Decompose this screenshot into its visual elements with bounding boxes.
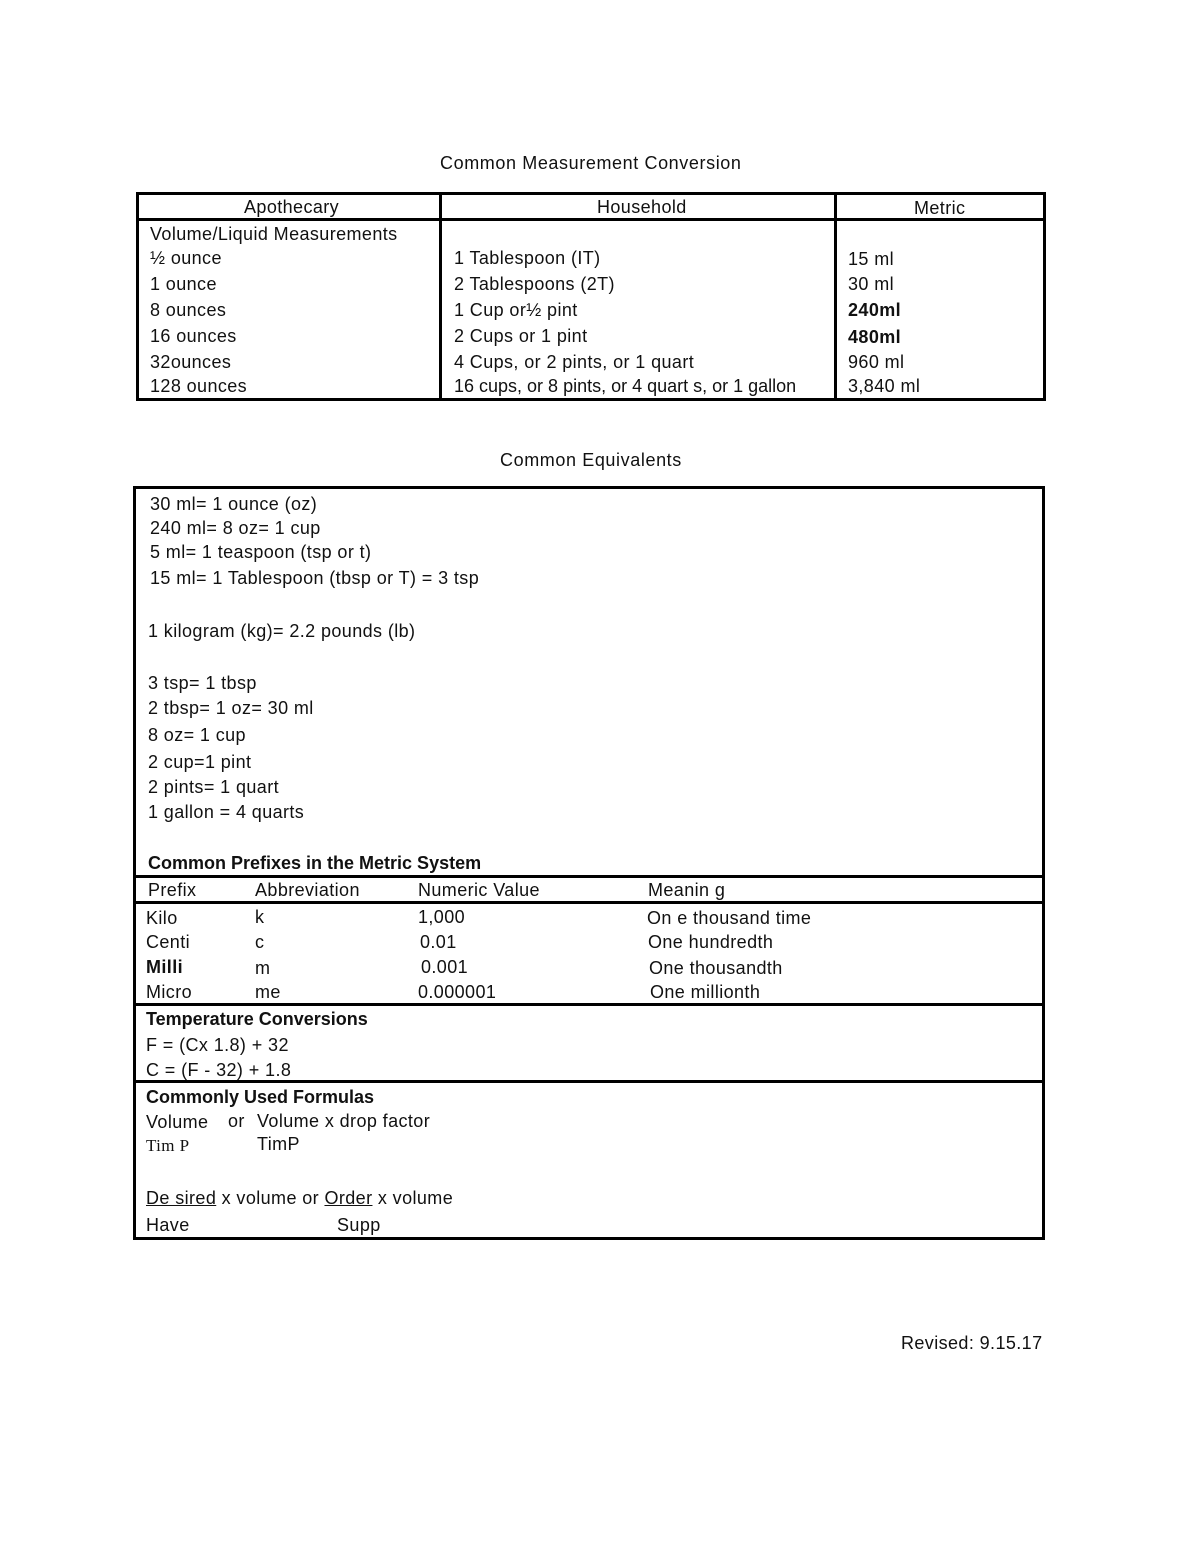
temperature-formula: C = (F - 32) + 1.8	[146, 1060, 292, 1080]
apothecary-cell: 8 ounces	[150, 300, 227, 320]
formula-mid: x volume or	[216, 1188, 325, 1208]
household-cell: 1 Cup or½ pint	[454, 300, 578, 320]
abbreviation-cell: c	[255, 932, 265, 952]
numeric-cell: 0.001	[421, 957, 469, 977]
apothecary-cell: 16 ounces	[150, 326, 237, 346]
prefix-cell: Micro	[146, 982, 192, 1002]
prefix-header-abbreviation: Abbreviation	[255, 880, 360, 900]
equivalent-line: 240 ml= 8 oz= 1 cup	[150, 518, 321, 538]
household-cell: 2 Tablespoons (2T)	[454, 274, 615, 294]
numeric-cell: 0.000001	[418, 982, 497, 1002]
formulas-title: Commonly Used Formulas	[146, 1087, 375, 1107]
abbreviation-cell: k	[255, 907, 265, 927]
equivalent-line: 2 cup=1 pint	[148, 752, 252, 772]
volume-section-label: Volume/Liquid Measurements	[150, 224, 398, 244]
prefix-header-prefix: Prefix	[148, 880, 197, 900]
conversion-title: Common Measurement Conversion	[440, 153, 742, 173]
meaning-cell: On e thousand time	[647, 908, 812, 928]
formula-numerator: Volume x drop factor	[257, 1111, 431, 1131]
formula-or: or	[228, 1111, 245, 1131]
prefixes-header-rule	[133, 901, 1045, 904]
temperature-title: Temperature Conversions	[146, 1009, 368, 1029]
formula-desired: De sired	[146, 1188, 217, 1208]
prefix-cell: Centi	[146, 932, 191, 952]
formula-have: Have	[146, 1215, 190, 1235]
prefixes-bottom-rule	[133, 1003, 1045, 1006]
equivalents-title: Common Equivalents	[500, 450, 682, 470]
formula-denominator: Tim P	[146, 1136, 190, 1155]
equivalent-line: 5 ml= 1 teaspoon (tsp or t)	[150, 542, 372, 562]
apothecary-cell: 128 ounces	[150, 376, 248, 396]
equivalent-line: 3 tsp= 1 tbsp	[148, 673, 257, 693]
conversion-header-divider	[136, 218, 1046, 221]
formula-dosage	[146, 1188, 453, 1208]
temperature-bottom-rule	[133, 1080, 1045, 1083]
prefix-header-numeric: Numeric Value	[418, 880, 540, 900]
revised-date: Revised: 9.15.17	[901, 1333, 1043, 1353]
conversion-col-divider-1	[439, 192, 442, 401]
meaning-cell: One millionth	[650, 982, 761, 1002]
prefixes-title: Common Prefixes in the Metric System	[148, 853, 482, 873]
equivalent-line: 1 kilogram (kg)= 2.2 pounds (lb)	[148, 621, 416, 641]
formula-end: x volume	[372, 1188, 454, 1208]
formula-numerator: Volume	[146, 1112, 209, 1132]
prefix-header-meaning: Meanin g	[648, 880, 726, 900]
equivalent-line: 30 ml= 1 ounce (oz)	[150, 494, 318, 514]
prefix-cell: Kilo	[146, 908, 178, 928]
equivalent-line: 2 tbsp= 1 oz= 30 ml	[148, 698, 314, 718]
meaning-cell: One hundredth	[648, 932, 774, 952]
formula-denominator: TimP	[257, 1134, 300, 1154]
header-metric: Metric	[914, 198, 966, 218]
header-apothecary: Apothecary	[244, 197, 340, 217]
metric-cell: 15 ml	[848, 249, 895, 269]
formula-order: Order	[324, 1188, 373, 1208]
numeric-cell: 1,000	[418, 907, 466, 927]
abbreviation-cell: me	[255, 982, 281, 1002]
household-cell: 2 Cups or 1 pint	[454, 326, 588, 346]
equivalent-line: 2 pints= 1 quart	[148, 777, 279, 797]
metric-cell: 960 ml	[848, 352, 905, 372]
equivalent-line: 8 oz= 1 cup	[148, 725, 246, 745]
metric-cell: 30 ml	[848, 274, 895, 294]
metric-cell: 240ml	[848, 300, 902, 320]
metric-cell: 3,840 ml	[848, 376, 921, 396]
abbreviation-cell: m	[255, 958, 271, 978]
prefixes-top-rule	[133, 875, 1045, 878]
meaning-cell: One thousandth	[649, 958, 783, 978]
household-cell: 1 Tablespoon (IT)	[454, 248, 601, 268]
equivalent-line: 1 gallon = 4 quarts	[148, 802, 305, 822]
prefix-cell: Milli	[146, 957, 183, 977]
conversion-col-divider-2	[834, 192, 837, 401]
numeric-cell: 0.01	[420, 932, 457, 952]
apothecary-cell: ½ ounce	[150, 248, 222, 268]
apothecary-cell: 1 ounce	[150, 274, 217, 294]
header-household: Household	[597, 197, 687, 217]
household-cell: 4 Cups, or 2 pints, or 1 quart	[454, 352, 695, 372]
metric-cell: 480ml	[848, 327, 902, 347]
apothecary-cell: 32ounces	[150, 352, 232, 372]
temperature-formula: F = (Cx 1.8) + 32	[146, 1035, 289, 1055]
formula-supp: Supp	[337, 1215, 381, 1235]
equivalent-line: 15 ml= 1 Tablespoon (tbsp or T) = 3 tsp	[150, 568, 480, 588]
household-cell: 16 cups, or 8 pints, or 4 quart s, or 1 gallon	[454, 376, 797, 396]
